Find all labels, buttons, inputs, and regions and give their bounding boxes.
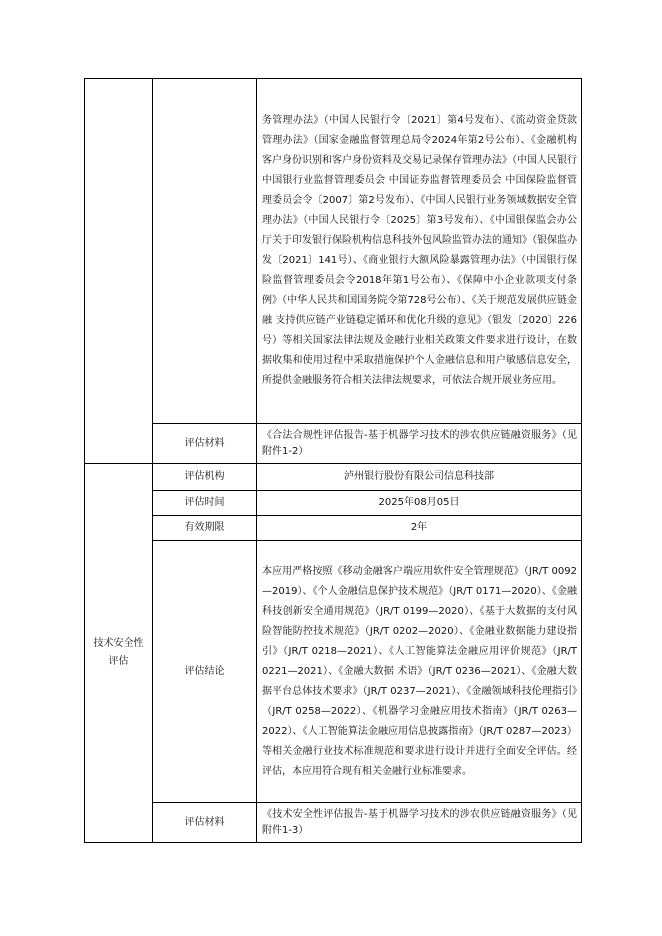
compliance-material-text: 《合法合规性评估报告-基于机器学习技术的涉农供应链融资服务》（见附件1-2） — [262, 429, 577, 457]
evaluation-table — [84, 78, 582, 843]
compliance-conclusion-cell — [257, 79, 582, 424]
compliance-conclusion-label-cell — [153, 79, 257, 424]
tech-conclusion-row — [85, 541, 582, 803]
tech-conclusion-label: 评估结论 — [153, 541, 257, 803]
tech-validity-value: 2年 — [257, 516, 582, 541]
tech-category-cell — [85, 464, 153, 843]
tech-category-label: 技术安全性评估 — [93, 638, 144, 667]
tech-org-label: 评估机构 — [153, 464, 257, 491]
tech-org-row — [85, 464, 582, 491]
compliance-conclusion-row — [85, 79, 582, 424]
compliance-material-label: 评估材料 — [153, 424, 257, 464]
compliance-conclusion-text: 务管理办法》（中国人民银行令〔2021〕第4号发布）、《流动资金贷款管理办法》（国家金融监督管理总局令2024年第2号公布）、《金融机构客户身份识别和客户身份资料及交易记录保存管理办法》（中国人民银行 中国银行业监督管理委员会 中国证券监督管理委员会 中国保险监督管理委员会令〔2007〕第2号发布）、《中国人民银行业务领域数据安全管理办法》（中国人民银行令〔2025〕第3号发布）、《中国银保监会办公厅关于印发银行保险机构信息科技外包风险监管办法的通知》（银保监办发〔2021〕141号）、《商业银行大额风险暴露管理办法》（中国银行保险监督管理委员会令2018年第1号公布）、《保障中小企业款项支付条例》（中华人民共和国国务院令第728号公布）、《关于规范发展供应链金融 支持供应链产业链稳定循环和优化升级的意见》（银发〔2020〕226号）等相关国家法律法规及金融行业相关政策文件要求进行设计，在数据收集和使用过程中采取措施保护个人金融信息和用户敏感信息安全，所提供金融服务符合相关法律法规要求，可依法合规开展业务应用。 — [262, 115, 577, 386]
tech-validity-label: 有效期限 — [153, 516, 257, 541]
tech-validity-row — [85, 516, 582, 541]
compliance-material-cell — [257, 424, 582, 464]
tech-date-label: 评估时间 — [153, 491, 257, 516]
compliance-material-row — [85, 424, 582, 464]
tech-material-label: 评估材料 — [153, 803, 257, 843]
tech-date-value: 2025年08月05日 — [257, 491, 582, 516]
compliance-category-cell — [85, 79, 153, 464]
tech-date-row — [85, 491, 582, 516]
tech-material-cell — [257, 803, 582, 843]
tech-org-value: 泸州银行股份有限公司信息科技部 — [257, 464, 582, 491]
tech-conclusion-text: 本应用严格按照《移动金融客户端应用软件安全管理规范》（JR/T 0092—2019）、《个人金融信息保护技术规范》（JR/T 0171—2020）、《金融科技创新安全通用规范》（JR/T 0199—2020）、《基于大数据的支付风险智能防控技术规范》（JR/T 0202—2020）、《金融业数据能力建设指引》（JR/T 0218—2021）、《人工智能算法金融应用评价规范》（JR/T 0221—2021）、《金融大数据 术语》（JR/T 0236—2021）、《金融大数据平台总体技术要求》（JR/T 0237—2021）、《金融领域科技伦理指引》（JR/T 0258—2022）、《机器学习金融应用技术指南》（JR/T 0263—2022）、《人工智能算法金融应用信息披露指南》（JR/T 0287—2023）等相关金融行业技术标准规范和要求进行设计并进行全面安全评估。经评估，本应用符合现有相关金融行业标准要求。 — [262, 565, 577, 777]
tech-material-row — [85, 803, 582, 843]
tech-conclusion-cell — [257, 541, 582, 803]
tech-material-text: 《技术安全性评估报告-基于机器学习技术的涉农供应链融资服务》（见附件1-3） — [262, 808, 577, 836]
